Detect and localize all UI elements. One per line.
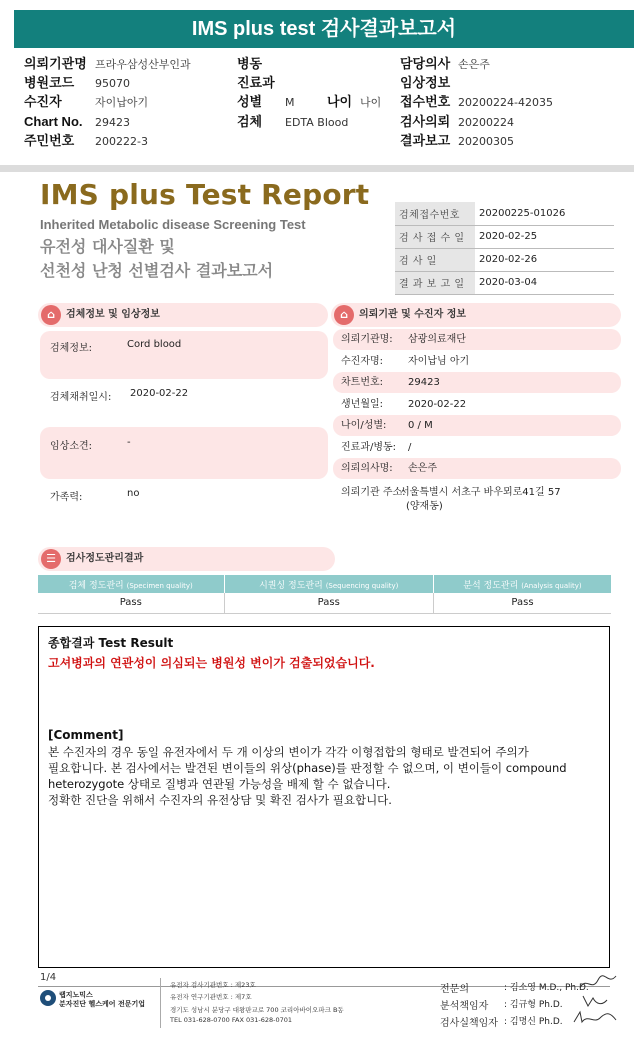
request-date-value: 20200224	[458, 116, 514, 129]
institution-section-header	[331, 303, 621, 327]
resident-id-value: 200222-3	[95, 135, 148, 148]
collection-date-row	[40, 379, 328, 427]
patient-name-row	[333, 351, 621, 372]
row-value: 삼광의료재단	[408, 334, 466, 345]
hospital-code-value: 95070	[95, 77, 130, 90]
row-key: 진료과/병동:	[341, 442, 397, 453]
qc-table	[38, 575, 611, 614]
report-subtitle-ko-1: 유전성 대사질환 및	[40, 237, 175, 256]
specimen-value: EDTA Blood	[285, 116, 349, 129]
referring-doctor-row	[333, 458, 621, 479]
receipt-table-key: 검 사 접 수 일	[395, 225, 475, 248]
report-banner: IMS plus test 검사결과보고서	[14, 10, 634, 48]
row-key: 의뢰기관명:	[341, 334, 393, 345]
hospital-icon: ⌂	[334, 305, 354, 325]
receipt-table-value: 20200225-01026	[475, 202, 614, 225]
department-label: 진료과	[237, 75, 275, 90]
row-value: -	[127, 437, 131, 448]
qc-header-en: (Analysis quality)	[521, 581, 582, 590]
hospital-icon: ⌂	[41, 305, 61, 325]
comment-line: 필요합니다. 본 검사에서는 발견된 변이들의 위상(phase)를 판정할 수 없으며, 이 변이들이 compound	[48, 761, 567, 775]
qc-value: Pass	[433, 593, 611, 613]
row-value: 서울특별시 서초구 바우뫼로41길 57	[400, 487, 561, 498]
row-value: 자이납님 아기	[408, 356, 470, 367]
row-value: 0 / M	[408, 420, 433, 431]
report-title: IMS plus Test Report	[40, 178, 370, 211]
logo-line-1: 랩지노믹스	[59, 991, 93, 999]
birthdate-row	[333, 394, 621, 415]
signature-1	[578, 972, 618, 994]
signer-role: 검사실책임자	[440, 1018, 498, 1029]
qc-value: Pass	[224, 593, 433, 613]
age-sex-row	[333, 415, 621, 436]
page-number: 1/4	[40, 972, 57, 983]
qc-header	[224, 575, 433, 593]
result-finding: 고셔병과의 연관성이 의심되는 병원성 변이가 검출되었습니다.	[48, 656, 375, 670]
comment-line: 본 수진자의 경우 동일 유전자에서 두 개 이상의 변이가 각각 이형접합의 형태로 발견되어 주의가	[48, 745, 529, 759]
receipt-table-value: 2020-02-25	[475, 225, 614, 248]
row-key: 차트번호:	[341, 377, 384, 388]
report-date-label: 결과보고	[400, 133, 451, 148]
receipt-table-value: 2020-03-04	[475, 271, 614, 294]
hospital-code-label: 병원코드	[24, 75, 75, 90]
chart-no-label: Chart No.	[24, 114, 83, 129]
institution-value: 프라우삼성산부인과	[95, 58, 191, 71]
row-key: 나이/성별:	[341, 420, 387, 431]
signer-name: : 김소영 M.D., Ph.D.	[504, 983, 589, 993]
qc-header	[433, 575, 611, 593]
qc-section-title: 검사정도관리결과	[66, 553, 144, 564]
clinical-info-label: 임상정보	[400, 75, 451, 90]
specimen-label: 검체	[237, 114, 263, 129]
row-key: 검체정보:	[50, 343, 93, 354]
receipt-table-key: 검체접수번호	[395, 202, 475, 225]
institution-section-title: 의뢰기관 및 수진자 정보	[359, 309, 467, 320]
receipt-no-value: 20200224-42035	[458, 96, 553, 109]
row-value: /	[408, 442, 412, 453]
row-value: 29423	[408, 377, 440, 388]
row-key: 수진자명:	[341, 356, 384, 367]
sex-label: 성별	[237, 94, 263, 109]
row-value: 2020-02-22	[408, 399, 467, 410]
qc-header	[38, 575, 224, 593]
test-result-box	[38, 626, 610, 968]
row-value-continued: (양재동)	[406, 501, 443, 512]
report-date-value: 20200305	[458, 135, 514, 148]
receipt-dates-table	[395, 202, 614, 295]
request-date-label: 검사의뢰	[400, 114, 451, 129]
qc-header-ko: 시퀀싱 정도관리	[259, 580, 323, 591]
company-logo-icon	[40, 990, 56, 1006]
comment-line: 정확한 진단을 위해서 수진자의 유전상담 및 확진 검사가 필요합니다.	[48, 793, 392, 807]
row-key: 의뢰기관 주소:	[341, 487, 406, 498]
comment-title: [Comment]	[48, 728, 124, 742]
age-value: 나이	[360, 96, 382, 109]
footer-info-line: 경기도 성남시 분당구 대왕판교로 700 코리아바이오파크 B동	[170, 1006, 344, 1014]
footer-vertical-divider	[160, 978, 161, 1028]
specimen-info-row	[40, 331, 328, 379]
row-key: 검체채취일시:	[50, 392, 112, 403]
family-history-row	[40, 479, 328, 513]
inst-name-row	[333, 329, 621, 350]
qc-header-en: (Specimen quality)	[126, 581, 193, 590]
receipt-table-key: 결 과 보 고 일	[395, 271, 475, 294]
comment-line: heterozygote 상태로 질병과 연관될 가능성을 배제 할 수 없습니다.	[48, 777, 391, 791]
receipt-no-label: 접수번호	[400, 94, 451, 109]
age-label: 나이	[327, 94, 353, 109]
resident-id-label: 주민번호	[24, 133, 75, 148]
dept-ward-row	[333, 437, 621, 458]
footer-info-line: 유전자 연구기관번호 : 제7호	[170, 993, 252, 1001]
qc-header-ko: 검체 정도관리	[68, 580, 124, 591]
row-key: 생년월일:	[341, 399, 384, 410]
signer-name: : 김명신 Ph.D.	[504, 1017, 563, 1027]
row-key: 의뢰의사명:	[341, 463, 393, 474]
report-subtitle-ko-2: 선천성 난청 선별검사 결과보고서	[40, 261, 274, 280]
report-page	[0, 172, 634, 1040]
footer-info-line: 유전자 검사기관번호 : 제23호	[170, 981, 256, 989]
row-key: 가족력:	[50, 492, 83, 503]
signer-role: 전문의	[440, 984, 469, 995]
doctor-value: 손은주	[458, 58, 490, 71]
qc-section-header	[38, 547, 335, 571]
qc-header-en: (Sequencing quality)	[325, 581, 399, 590]
clipboard-icon: ☰	[41, 549, 61, 569]
institution-label: 의뢰기관명	[24, 56, 87, 71]
row-value: no	[127, 488, 140, 499]
specimen-section-title: 검체정보 및 임상정보	[66, 309, 160, 320]
examinee-value: 자이납아기	[95, 96, 149, 109]
result-title: 종합결과 Test Result	[48, 636, 174, 650]
sex-value: M	[285, 96, 295, 109]
specimen-section-header	[38, 303, 328, 327]
row-value: Cord blood	[127, 339, 182, 350]
signer-name: : 김규형 Ph.D.	[504, 1000, 563, 1010]
qc-value: Pass	[38, 593, 224, 613]
footer-info-line: TEL 031-628-0700 FAX 031-628-0701	[170, 1016, 293, 1024]
signature-3	[572, 1008, 618, 1028]
signer-role: 분석책임자	[440, 1001, 489, 1012]
clinical-findings-row	[40, 427, 328, 479]
ward-label: 병동	[237, 56, 263, 71]
row-key: 임상소견:	[50, 441, 93, 452]
receipt-table-value: 2020-02-26	[475, 248, 614, 271]
logo-line-2: 분자진단 헬스케어 전문기업	[59, 1000, 146, 1008]
receipt-table-key: 검 사 일	[395, 248, 475, 271]
row-value: 손은주	[408, 463, 437, 474]
institution-address-row	[333, 482, 621, 516]
chart-no-row	[333, 372, 621, 393]
examinee-label: 수진자	[24, 94, 62, 109]
report-header-sheet	[0, 0, 634, 165]
chart-no-value: 29423	[95, 116, 130, 129]
qc-header-ko: 분석 정도관리	[463, 580, 519, 591]
doctor-label: 담당의사	[400, 56, 451, 71]
row-value: 2020-02-22	[130, 388, 189, 399]
report-subtitle-en: Inherited Metabolic disease Screening Test	[40, 217, 306, 232]
